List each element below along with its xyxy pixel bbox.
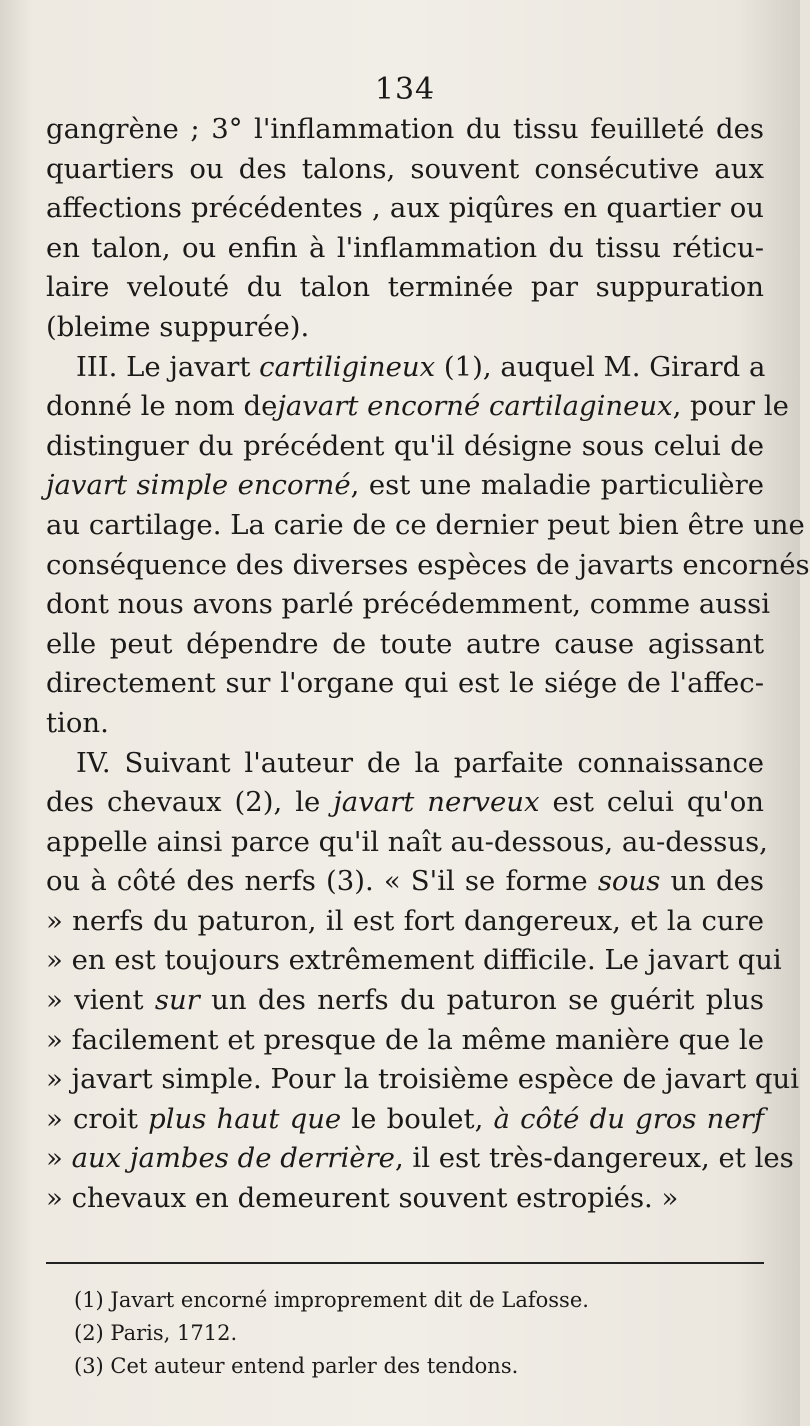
text-segment: directement sur l'organe qui est le siége de l'affec- <box>46 667 764 700</box>
text-segment: est celui qu'on <box>539 786 764 819</box>
footnote-3: (3) Cet auteur entend parler des tendons. <box>74 1354 519 1378</box>
text-line <box>46 506 805 546</box>
italic-text: javart nerveux <box>333 786 540 819</box>
text-segment: en talon, ou enfin à l'inflammation du tissu réticu- <box>46 231 764 264</box>
text-segment: un des nerfs du paturon se guérit plus <box>199 984 764 1017</box>
text-line <box>46 268 764 308</box>
text-segment: quartiers ou des talons, souvent consécutive aux <box>46 152 764 185</box>
italic-text: plus haut que <box>148 1102 342 1135</box>
text-line <box>46 664 764 704</box>
text-segment: au cartilage. La carie de ce dernier peut bien être une <box>46 508 805 541</box>
text-segment: dont nous avons parlé précédemment, comme aussi <box>46 588 771 621</box>
text-line <box>46 189 764 229</box>
text-segment: (bleime suppurée). <box>46 310 310 343</box>
text-line <box>46 427 764 467</box>
text-segment: gangrène ; 3° l'inflammation du tissu feuilleté des <box>46 113 764 145</box>
text-segment: » vient <box>46 984 155 1017</box>
text-line <box>46 862 764 902</box>
text-segment: donné le nom de <box>46 390 278 423</box>
text-line <box>46 1021 764 1061</box>
text-line <box>46 308 764 348</box>
footnotes <box>46 1262 764 1383</box>
italic-text: sous <box>597 865 661 898</box>
text-segment: tion. <box>46 706 109 739</box>
text-line <box>46 1100 764 1140</box>
text-line <box>46 625 764 665</box>
italic-text: aux jambes de derrière <box>71 1142 395 1175</box>
text-segment: , il est très-dangereux, et les <box>394 1142 794 1175</box>
text-segment: (1), auquel M. Girard a <box>435 350 766 383</box>
text-segment: » croit <box>46 1102 149 1135</box>
text-segment: elle peut dépendre de toute autre cause agissant <box>46 627 764 660</box>
text-segment: un des <box>660 865 764 898</box>
text-segment: , pour le <box>672 390 789 423</box>
text-line <box>46 546 810 586</box>
text-segment: , est une maladie particulière <box>350 469 764 502</box>
text-segment: » chevaux en demeurent souvent estropiés. » <box>46 1182 679 1215</box>
text-segment: III. Le javart <box>76 350 260 383</box>
text-line <box>46 902 764 942</box>
text-line <box>46 110 764 150</box>
footnote-2: (2) Paris, 1712. <box>74 1321 238 1345</box>
text-segment: » javart simple. Pour la troisième espèce de javart qui <box>46 1063 800 1096</box>
body-text <box>46 110 810 1219</box>
text-line <box>46 981 764 1021</box>
text-segment: des chevaux (2), le <box>46 786 334 819</box>
footnote-1: (1) Javart encorné improprement dit de Lafosse. <box>74 1288 589 1312</box>
text-line <box>46 744 764 784</box>
text-line <box>46 1060 800 1100</box>
text-segment: IV. Suivant l'auteur de la parfaite connaissance <box>76 746 764 779</box>
italic-text: sur <box>154 984 200 1017</box>
italic-text: à côté du gros nerf <box>493 1102 764 1135</box>
text-line <box>46 1139 794 1179</box>
text-segment: affections précédentes , aux piqûres en quartier ou <box>46 192 764 225</box>
text-segment: » nerfs du paturon, il est fort dangereux, et la cure <box>46 904 764 937</box>
text-segment: distinguer du précédent qu'il désigne sous celui de <box>46 429 764 462</box>
text-segment: appelle ainsi parce qu'il naît au-dessous, au-dessus, <box>46 825 768 858</box>
page-number: 134 <box>374 72 436 107</box>
italic-text: cartiligineux <box>259 350 436 383</box>
text-line <box>46 150 764 190</box>
text-line <box>46 704 764 744</box>
text-segment: le boulet, <box>341 1102 494 1135</box>
text-line <box>46 229 764 269</box>
text-line <box>46 823 768 863</box>
text-line <box>46 941 782 981</box>
italic-text: javart simple encorné <box>46 469 351 502</box>
text-line <box>46 387 789 427</box>
text-line <box>46 348 764 388</box>
text-line <box>46 466 764 506</box>
text-line <box>46 783 764 823</box>
italic-text: javart encorné cartilagineux <box>277 390 673 423</box>
text-segment: » facilement et presque de la même manière que le <box>46 1023 764 1056</box>
text-segment: conséquence des diverses espèces de javarts encornés <box>46 548 810 581</box>
text-segment: » en est toujours extrêmement difficile. Le javart qui <box>46 944 782 977</box>
text-segment: » <box>46 1142 72 1175</box>
text-line <box>46 1179 764 1219</box>
text-segment: ou à côté des nerfs (3). « S'il se forme <box>46 865 598 898</box>
text-line <box>46 585 771 625</box>
text-segment: laire velouté du talon terminée par suppuration <box>46 271 764 304</box>
